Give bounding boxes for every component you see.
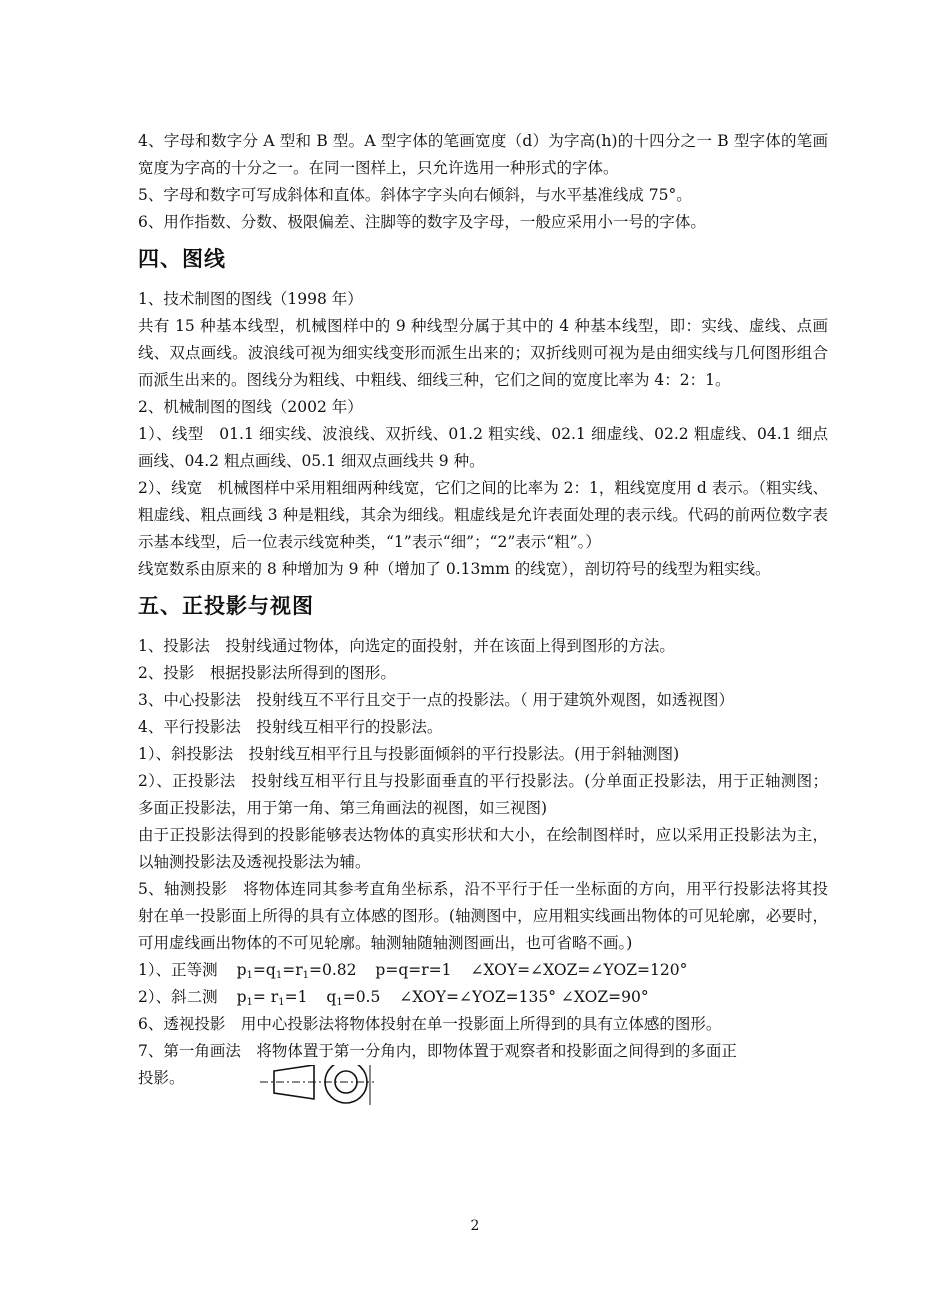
var-q: q: [265, 961, 276, 979]
var-r: r: [270, 988, 279, 1006]
first-angle-row: [138, 1065, 828, 1125]
paragraph-line-types: 1）、线型 01.1 细实线、波浪线、双折线、01.2 粗实线、02.1 细虚线、02.2 粗虚线、04.1 细点画线、04.2 粗点画线、05.1 细双点画线共 9 种。: [138, 425, 828, 470]
paragraph-line-width: 2）、线宽 机械图样中采用粗细两种线宽，它们之间的比率为 2：1，粗线宽度用 d 表示。（粗实线、粗虚线、粗点画线 3 种是粗线，其余为细线。粗虚线是允许表面处理的表示线。代码的前两位数字表示基本线型，后一位表示线宽种类，“1”表示“细”；“2”表示“粗”。）: [138, 479, 828, 551]
sub-1: 1: [246, 997, 253, 1008]
paragraph-parallel-projection: 4、平行投影法 投射线互相平行的投影法。: [138, 718, 443, 736]
formula-dimetric-label: 2）、斜二测: [138, 988, 218, 1006]
paragraph-perspective: 6、透视投影 用中心投影法将物体投射在单一投影面上所得到的具有立体感的图形。: [138, 1015, 722, 1033]
paragraph-2002: 2、机械制图的图线（2002 年）: [138, 398, 363, 416]
sub-1: 1: [336, 997, 343, 1008]
first-angle-projection-icon: [258, 1065, 378, 1125]
section-heading-lines: 四、图线: [138, 247, 226, 271]
paragraph-first-angle: 7、第一角画法 将物体置于第一分角内，即物体置于观察者和投影面之间得到的多面正: [138, 1042, 737, 1060]
formula-dimetric: [138, 984, 828, 1011]
formula-isometric: [138, 957, 828, 984]
paragraph-width-series: 线宽数系由原来的 8 种增加为 9 种（增加了 0.13mm 的线宽），剖切符号的线型为粗实线。: [138, 560, 771, 578]
section-heading-projection: 五、正投影与视图: [138, 594, 314, 618]
sub-1: 1: [275, 970, 283, 981]
paragraph-small-font: 6、用作指数、分数、极限偏差、注脚等的数字及字母，一般应采用小一号的字体。: [138, 213, 706, 231]
var-r: r: [295, 961, 303, 979]
eq1-tail: =0.82: [308, 961, 357, 979]
var-q: q: [326, 988, 337, 1006]
paragraph-projection-method: 1、投影法 投射线通过物体，向选定的面投射，并在该面上得到图形的方法。: [138, 637, 675, 655]
paragraph-axonometric: 5、轴测投影 将物体连同其参考直角坐标系，沿不平行于任一坐标面的方向，用平行投影法将其投射在单一投影面上所得的具有立体感的图形。(轴测图中，应用粗实线画出物体的可见轮廓，必要时，可用虚线画出物体的不可见轮廓。轴测轴随轴测图画出，也可省略不画。): [138, 880, 828, 952]
sub-1: 1: [278, 997, 285, 1008]
formula-dimetric-eq1: $p_1= r_1=1$: [236, 988, 308, 1008]
formula-isometric-label: 1）、正等测: [138, 961, 218, 979]
paragraph-first-angle-end: 投影。: [138, 1069, 185, 1087]
var-p: p: [236, 961, 247, 979]
paragraph-basic-lines: 共有 15 种基本线型，机械图样中的 9 种线型分属于其中的 4 种基本线型，即：实线、虚线、点画线、双点画线。波浪线可视为细实线变形而派生出来的；双折线则可视为是由细实线与几何图形组合而派生出来的。图线分为粗线、中粗线、细线三种，它们之间的宽度比率为 4：2：1。: [138, 317, 828, 389]
q-tail: =0.5: [342, 988, 381, 1006]
eq1-tail: =1: [284, 988, 308, 1006]
formula-dimetric-angles1: ∠XOY=∠YOZ=135°: [399, 988, 556, 1006]
sub-1: 1: [246, 970, 253, 981]
sub-1: 1: [302, 970, 309, 981]
formula-isometric-angles: ∠XOY=∠XOZ=∠YOZ=120°: [470, 961, 688, 979]
paragraph-font-type: 4、字母和数字分 A 型和 B 型。A 型字体的笔画宽度（d）为字高(h)的十四分之一 B 型字体的笔画宽度为字高的十分之一。在同一图样上，只允许选用一种形式的字体。: [138, 132, 828, 177]
page-content: [138, 128, 828, 1125]
paragraph-projection: 2、投影 根据投影法所得到的图形。: [138, 664, 396, 682]
formula-dimetric-angles2: ∠XOZ=90°: [560, 988, 649, 1006]
paragraph-italic: 5、字母和数字可写成斜体和直体。斜体字字头向右倾斜，与水平基准线成 75°。: [138, 186, 692, 204]
formula-dimetric-q: [326, 988, 380, 1006]
paragraph-1998: 1、技术制图的图线（1998 年）: [138, 290, 363, 308]
formula-isometric-eq1: $p_1=q_1=r_1=0.82$: [236, 961, 357, 981]
var-p: p: [236, 988, 247, 1006]
paragraph-oblique-projection: 1）、斜投影法 投射线互相平行且与投影面倾斜的平行投影法。(用于斜轴测图): [138, 745, 680, 763]
paragraph-orthographic: 2）、正投影法 投射线互相平行且与投影面垂直的平行投影法。(分单面正投影法，用于正轴测图；多面正投影法，用于第一角、第三角画法的视图，如三视图): [138, 772, 828, 817]
paragraph-orthographic-note: 由于正投影法得到的投影能够表达物体的真实形状和大小，在绘制图样时，应以采用正投影法为主，以轴测投影法及透视投影法为辅。: [138, 826, 828, 871]
formula-isometric-eq2: p=q=r=1: [375, 961, 452, 979]
paragraph-central-projection: 3、中心投影法 投射线互不平行且交于一点的投影法。（ 用于建筑外观图，如透视图）: [138, 691, 735, 709]
page-number: 2: [470, 1218, 480, 1234]
